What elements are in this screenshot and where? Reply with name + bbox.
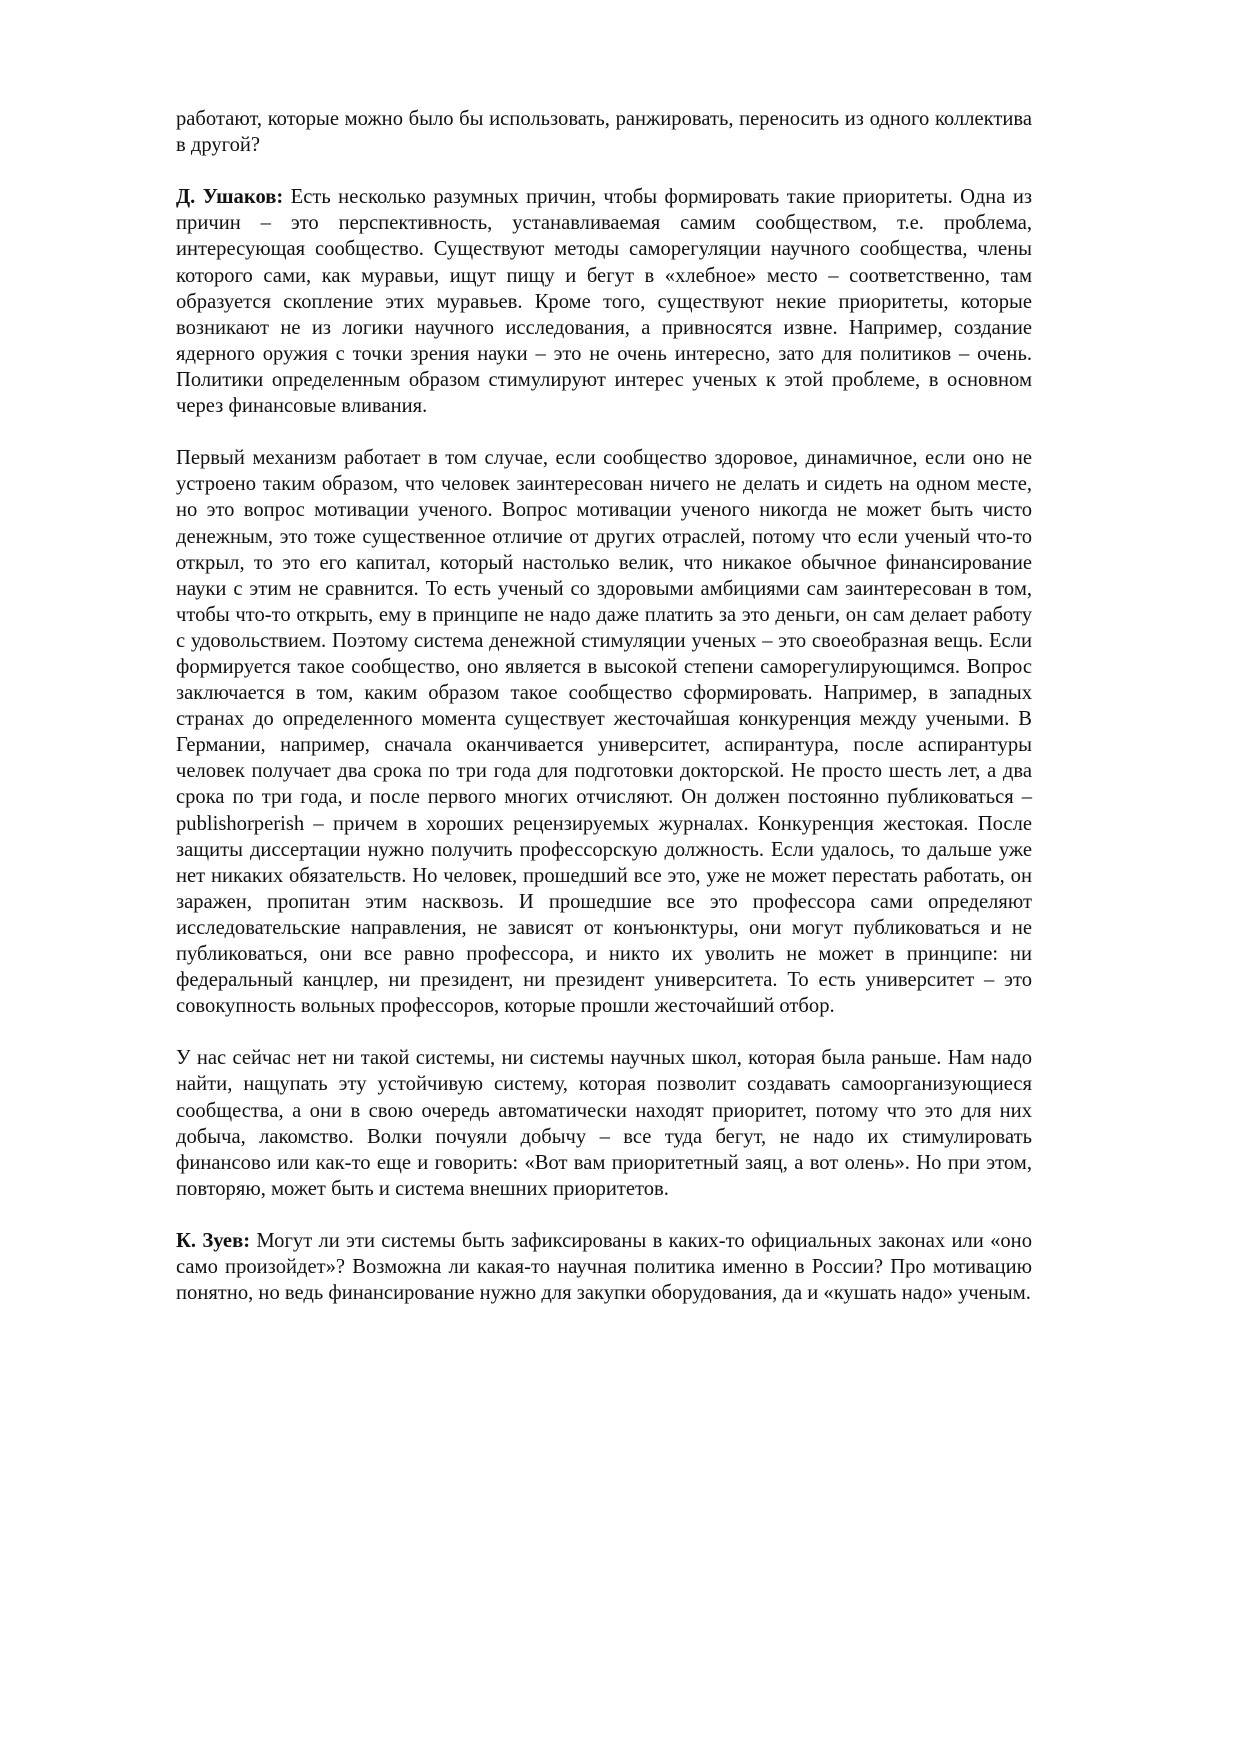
paragraph-text: Могут ли эти системы быть зафиксированы в каких-то официальных законах или «оно само произойдет»? Возможна ли какая-то научная политика именно в России? Про мотивацию понятно, но ведь финансирование нужно для закупки оборудования, да и «кушать надо» ученым. [176,1230,1032,1305]
paragraph-text: работают, которые можно было бы использовать, ранжировать, переносить из одного коллектива в другой? [176,108,1032,157]
paragraph-ushakov-reply [176,184,1032,419]
paragraph-continuation [176,106,1032,158]
paragraph-text: Первый механизм работает в том случае, если сообщество здоровое, динамичное, если оно не устроено таким образом, что человек заинтересован ничего не делать и сидеть на одном месте, но это вопрос мотивации ученого. Вопрос мотивации ученого никогда не может быть чисто денежным, это тоже существенное отличие от других отраслей, потому что если ученый что-то открыл, то это его капитал, который настолько велик, что никакое обычное финансирование науки с этим не сравнится. То есть ученый со здоровыми амбициями сам заинтересован в том, чтобы что-то открыть, ему в принципе не надо даже платить за это деньги, он сам делает работу с удовольствием. Поэтому система денежной стимуляции ученых – это своеобразная вещь. Если формируется такое сообщество, оно является в высокой степени саморегулирующимся. Вопрос заключается в том, каким образом такое сообщество сформировать. Например, в западных странах до определенного момента существует жесточайшая конкуренция между учеными. В Германии, например, сначала оканчивается университет, аспирантура, после аспирантуры человек получает два срока по три года для подготовки докторской. Не просто шесть лет, а два срока по три года, и после первого многих отчисляют. Он должен постоянно публиковаться – publishorperish – причем в хороших рецензируемых журналах. Конкуренция жестокая. После защиты диссертации нужно получить профессорскую должность. Если удалось, то дальше уже нет никаких обязательств. Но человек, прошедший все это, уже не может перестать работать, он заражен, пропитан этим насквозь. И прошедшие все это профессора сами определяют исследовательские направления, не зависят от конъюнктуры, они могут публиковаться и не публиковаться, они все равно профессора, и никто их уволить не может в принципе: ни федеральный канцлер, ни президент, ни президент университета. То есть университет – это совокупность вольных профессоров, которые прошли жесточайший отбор. [176,447,1032,1018]
speaker-name: Д. Ушаков: [176,186,284,209]
paragraph-text: У нас сейчас нет ни такой системы, ни системы научных школ, которая была раньше. Нам надо найти, нащупать эту устойчивую систему, которая позволит создавать самоорганизующиеся сообщества, а они в свою очередь автоматически находят приоритет, потому что это для них добыча, лакомство. Волки почуяли добычу – все туда бегут, не надо их стимулировать финансово или как-то еще и говорить: «Вот вам приоритетный заяц, а вот олень». Но при этом, повторяю, может быть и система внешних приоритетов. [176,1047,1032,1200]
paragraph-first-mechanism [176,445,1032,1019]
paragraph-zuev-question [176,1228,1032,1306]
paragraph-text: Есть несколько разумных причин, чтобы формировать такие приоритеты. Одна из причин – это перспективность, устанавливаемая самим сообществом, т.е. проблема, интересующая сообщество. Существуют методы саморегуляции научного сообщества, члены которого сами, как муравьи, ищут пищу и бегут в «хлебное» место – соответственно, там образуется скопление этих муравьев. Кроме того, существуют некие приоритеты, которые возникают не из логики научного исследования, а привносятся извне. Например, создание ядерного оружия с точки зрения науки – это не очень интересно, зато для политиков – очень. Политики определенным образом стимулируют интерес ученых к этой проблеме, в основном через финансовые вливания. [176,186,1032,418]
document-page [176,106,1032,1332]
paragraph-our-system [176,1045,1032,1202]
speaker-name: К. Зуев: [176,1230,251,1253]
